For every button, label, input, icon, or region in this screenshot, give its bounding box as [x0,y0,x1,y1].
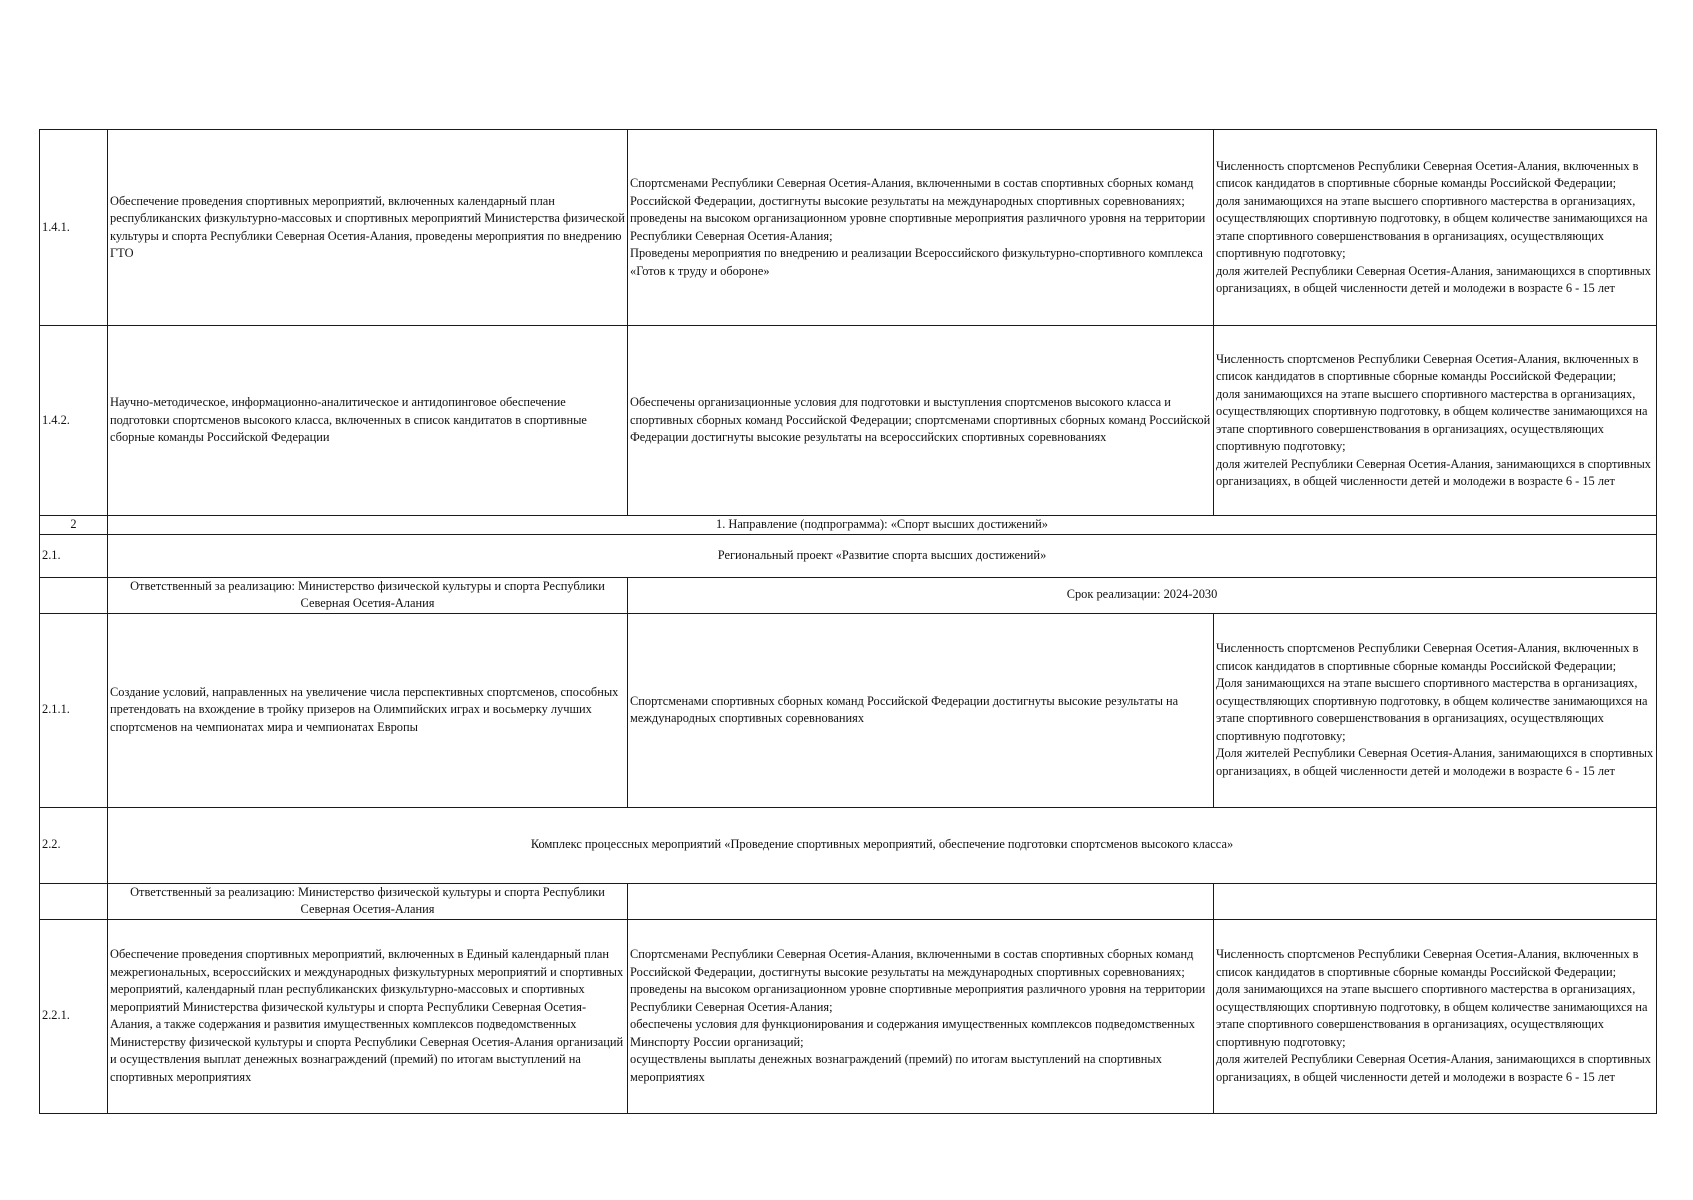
empty-cell [40,577,108,613]
responsible-cell: Ответственный за реализацию: Министерство физической культуры и спорта Республики Северная Осетия-Алания [108,577,628,613]
section-number: 2 [40,516,108,535]
section-title: 1. Направление (подпрограмма): «Спорт высших достижений» [108,516,1657,535]
effects-cell: Обеспечены организационные условия для подготовки и выступления спортсменов высокого класса и спортивных сборных команд Российской Федерации; спортсменами спортивных сборных команд Российской Федерации достигнуты высокие результаты на всероссийских спортивных соревнованиях [628,326,1214,516]
effects-cell: Спортсменами Республики Северная Осетия-Алания, включенными в состав спортивных сборных команд Российской Федерации, достигнуты высокие результаты на международных спортивных соревнованиях; проведены на высоком организационном уровне спортивные мероприятия различного уровня на территории Республики Северная Осетия-Алания; обеспечены условия для функционирования и содержания имущественных комплексов подведомственных Минспорту России организаций; осуществлены выплаты денежных вознаграждений (премий) по итогам выступлений на спортивных мероприятиях [628,919,1214,1113]
task-cell: Обеспечение проведения спортивных мероприятий, включенных в Единый календарный план межрегиональных, всероссийских и международных физкультурных мероприятий и спортивных мероприятий, календарный план республиканских физкультурно-массовых и спортивных мероприятий Министерства физической культуры и спорта Республики Северная Осетия-Алания, а также содержания и развития имущественных комплексов подведомственных Министерству физической культуры и спорта Республики Северная Осетия-Алания организаций и осуществления выплат денежных вознаграждений (премий) по итогам выступлений на спортивных мероприятиях [108,919,628,1113]
responsible-row [40,577,1657,613]
section-row [40,516,1657,535]
task-cell: Создание условий, направленных на увеличение числа перспективных спортсменов, способных претендовать на вхождение в тройку призеров на Олимпийских играх и восьмерку лучших спортсменов на чемпионатах мира и чемпионатах Европы [108,613,628,807]
empty-cell [40,883,108,919]
responsible-cell: Ответственный за реализацию: Министерство физической культуры и спорта Республики Северная Осетия-Алания [108,883,628,919]
empty-cell [628,883,1214,919]
complex-title: Комплекс процессных мероприятий «Проведение спортивных мероприятий, обеспечение подготовки спортсменов высокого класса» [108,807,1657,883]
indicators-cell: Численность спортсменов Республики Северная Осетия-Алания, включенных в список кандидатов в спортивные сборные команды Российской Федерации; Доля занимающихся на этапе высшего спортивного мастерства в организациях, осуществляющих спортивную подготовку, в общем количестве занимающихся на этапе спортивного совершенствования в организациях, осуществляющих спортивную подготовку; Доля жителей Республики Северная Осетия-Алания, занимающихся в спортивных организациях, в общей численности детей и молодежи в возрасте 6 - 15 лет [1214,613,1657,807]
project-number: 2.1. [40,534,108,577]
row-number: 1.4.1. [40,130,108,326]
row-number: 2.1.1. [40,613,108,807]
table-row [40,326,1657,516]
complex-number: 2.2. [40,807,108,883]
project-title: Региональный проект «Развитие спорта высших достижений» [108,534,1657,577]
row-number: 2.2.1. [40,919,108,1113]
table-row [40,130,1657,326]
indicators-cell: Численность спортсменов Республики Северная Осетия-Алания, включенных в список кандидатов в спортивные сборные команды Российской Федерации; доля занимающихся на этапе высшего спортивного мастерства в организациях, осуществляющих спортивную подготовку, в общем количестве занимающихся на этапе спортивного совершенствования в организациях, осуществляющих спортивную подготовку; доля жителей Республики Северная Осетия-Алания, занимающихся в спортивных организациях, в общей численности детей и молодежи в возрасте 6 - 15 лет [1214,919,1657,1113]
table-row [40,919,1657,1113]
project-row [40,534,1657,577]
indicators-cell: Численность спортсменов Республики Северная Осетия-Алания, включенных в список кандидатов в спортивные сборные команды Российской Федерации; доля занимающихся на этапе высшего спортивного мастерства в организациях, осуществляющих спортивную подготовку, в общем количестве занимающихся на этапе спортивного совершенствования в организациях, осуществляющих спортивную подготовку; доля жителей Республики Северная Осетия-Алания, занимающихся в спортивных организациях, в общей численности детей и молодежи в возрасте 6 - 15 лет [1214,130,1657,326]
effects-cell: Спортсменами спортивных сборных команд Российской Федерации достигнуты высокие результаты на международных спортивных соревнованиях [628,613,1214,807]
indicators-cell: Численность спортсменов Республики Северная Осетия-Алания, включенных в список кандидатов в спортивные сборные команды Российской Федерации; доля занимающихся на этапе высшего спортивного мастерства в организациях, осуществляющих спортивную подготовку, в общем количестве занимающихся на этапе спортивного совершенствования в организациях, осуществляющих спортивную подготовку; доля жителей Республики Северная Осетия-Алания, занимающихся в спортивных организациях, в общей численности детей и молодежи в возрасте 6 - 15 лет [1214,326,1657,516]
term-cell: Срок реализации: 2024-2030 [628,577,1657,613]
row-number: 1.4.2. [40,326,108,516]
complex-row [40,807,1657,883]
task-cell: Обеспечение проведения спортивных мероприятий, включенных календарный план республиканских физкультурно-массовых и спортивных мероприятий Министерства физической культуры и спорта Республики Северная Осетия-Алания, проведены мероприятия по внедрению ГТО [108,130,628,326]
effects-cell: Спортсменами Республики Северная Осетия-Алания, включенными в состав спортивных сборных команд Российской Федерации, достигнуты высокие результаты на международных спортивных соревнованиях; проведены на высоком организационном уровне спортивные мероприятия различного уровня на территории Республики Северная Осетия-Алания; Проведены мероприятия по внедрению и реализации Всероссийского физкультурно-спортивного комплекса «Готов к труду и обороне» [628,130,1214,326]
empty-cell [1214,883,1657,919]
table-row [40,613,1657,807]
task-cell: Научно-методическое, информационно-аналитическое и антидопинговое обеспечение подготовки спортсменов высокого класса, включенных в список кандитатов в спортивные сборные команды Российской Федерации [108,326,628,516]
measures-table [39,129,1657,1114]
responsible-row [40,883,1657,919]
